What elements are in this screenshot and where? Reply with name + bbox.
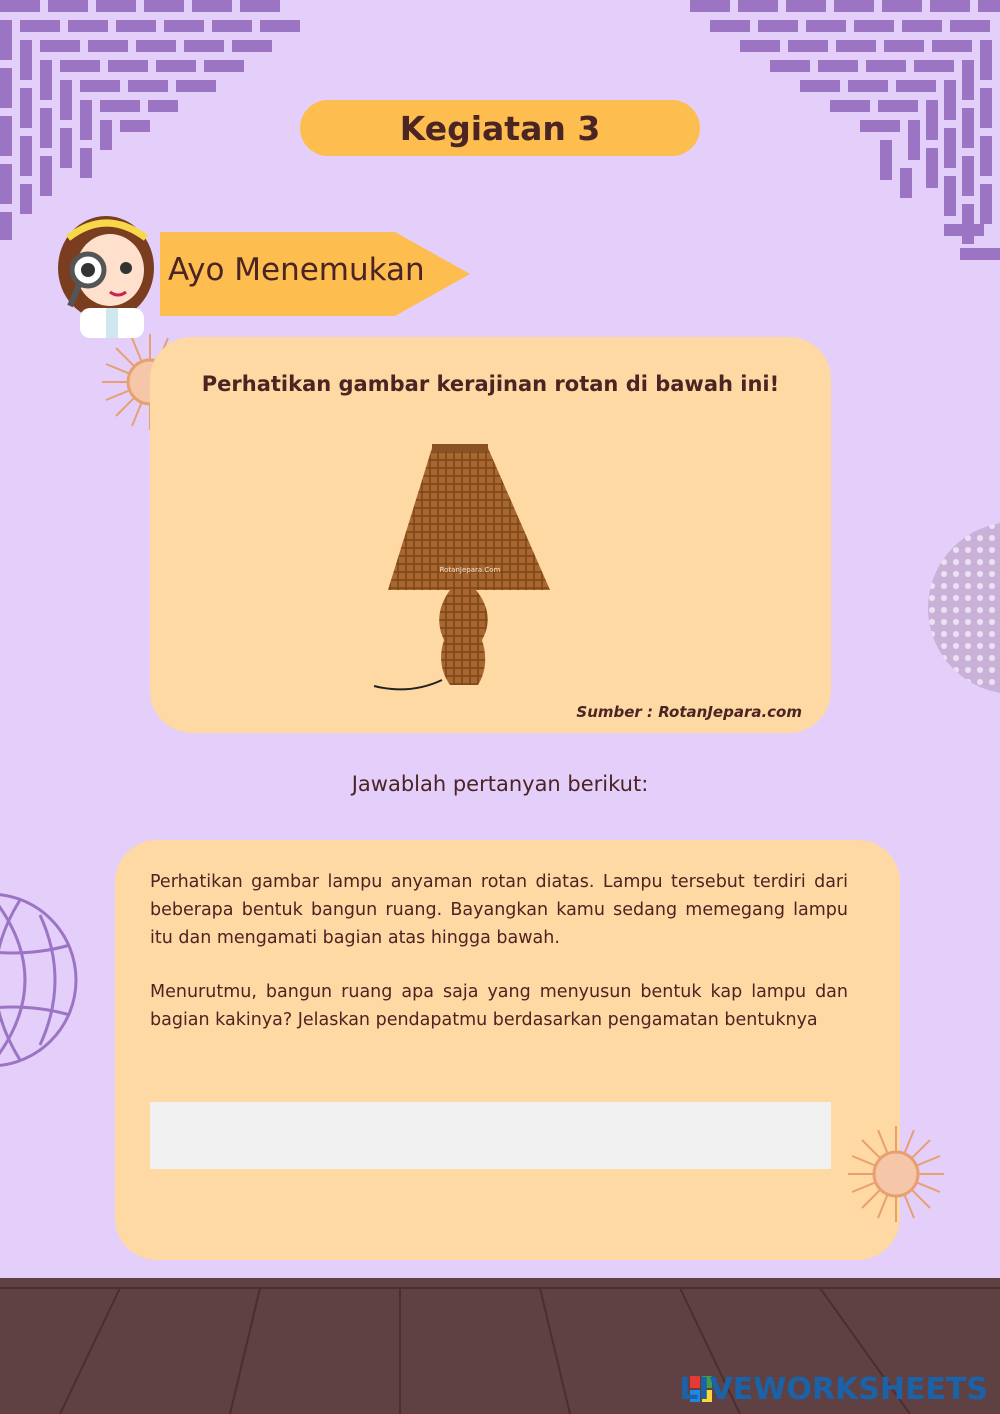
question-paragraph-2: Menurutmu, bangun ruang apa saja yang menyusun bentuk kap lampu dan bagian kakinya? Jelaskan pendapatmu berdasarkan pengamatan bentuknya bbox=[150, 982, 848, 1030]
question-paragraph-1: Perhatikan gambar lampu anyaman rotan diatas. Lampu tersebut terdiri dari beberapa bentuk bangun ruang. Bayangkan kamu sedang memegang lampu itu dan mengamati bagian atas hingga bawah. bbox=[150, 872, 848, 948]
detective-girl-avatar bbox=[50, 208, 162, 338]
section-label: Ayo Menemukan bbox=[168, 252, 425, 288]
image-source: Sumber : RotanJepara.com bbox=[576, 703, 802, 721]
rattan-lamp-image bbox=[370, 440, 560, 695]
activity-title: Kegiatan 3 bbox=[300, 100, 700, 156]
rattan-ball-decoration bbox=[0, 875, 80, 1085]
weave-pattern-top-right bbox=[680, 0, 1000, 265]
liveworksheets-brand: LIVEWORKSHEETS bbox=[679, 1372, 988, 1407]
image-watermark: RotanJepara.Com bbox=[439, 566, 501, 574]
answer-input[interactable] bbox=[150, 1102, 831, 1169]
sun-decoration-bottom bbox=[844, 1122, 948, 1226]
instruction-text: Jawablah pertanyan berikut: bbox=[351, 772, 649, 796]
image-card-heading: Perhatikan gambar kerajinan rotan di bawah ini! bbox=[201, 372, 780, 396]
rattan-circle-decoration bbox=[926, 520, 1000, 700]
